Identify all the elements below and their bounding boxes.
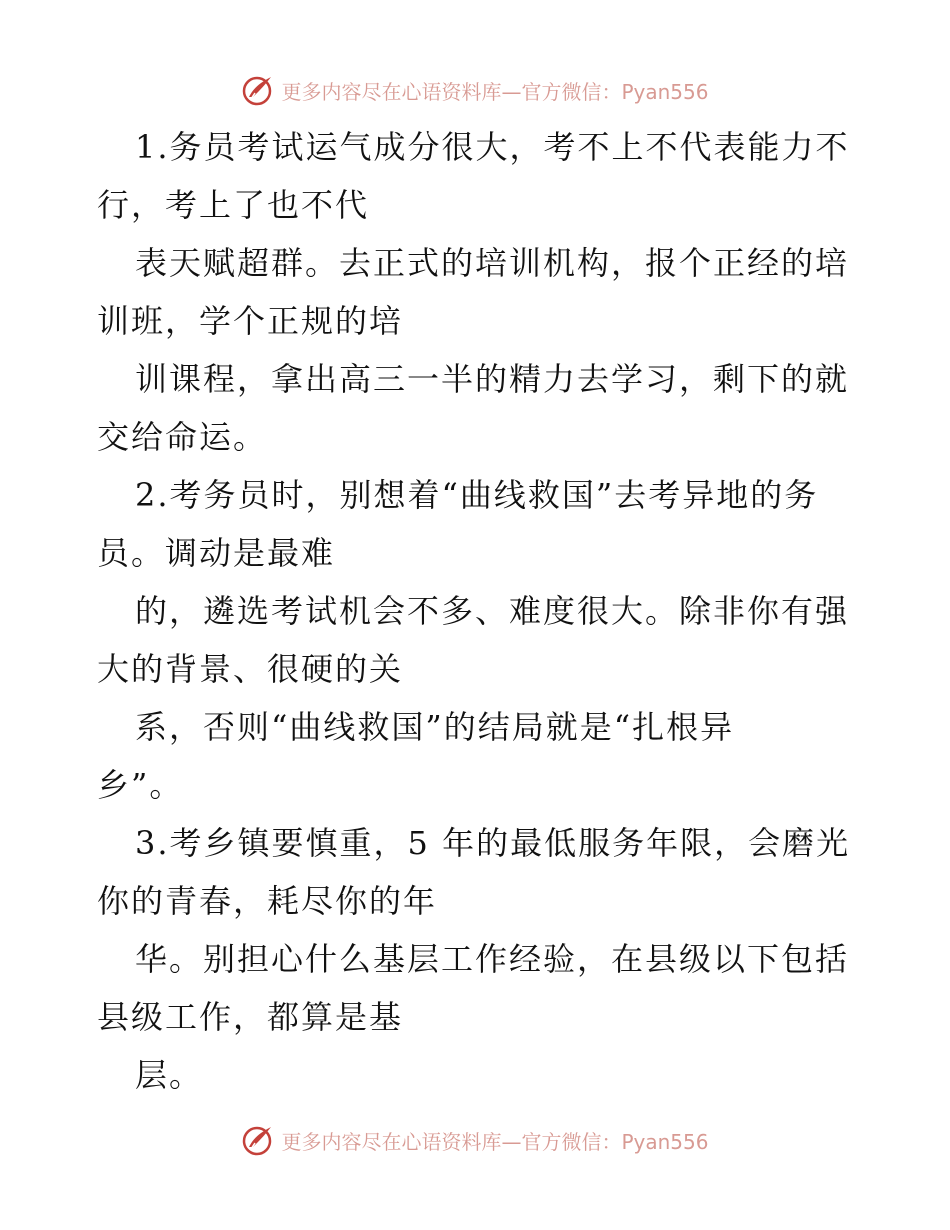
header-banner xyxy=(0,70,950,110)
document-body xyxy=(97,118,857,1104)
paragraph-line: 训班，学个正规的培 xyxy=(97,302,404,340)
paragraph-line: 3.考乡镇要慎重，5 年的最低服务年限，会磨光 xyxy=(135,824,851,862)
paragraph-line: 你的青春，耗尽你的年 xyxy=(97,882,438,920)
paragraph-line: 层。 xyxy=(135,1056,204,1094)
paragraph-line: 县级工作，都算是基 xyxy=(97,998,404,1036)
paragraph-line: 2.考务员时，别想着“曲线救国”去考异地的务 xyxy=(135,476,819,514)
quill-logo-icon xyxy=(241,1123,275,1157)
paragraph-line: 1.务员考试运气成分很大，考不上不代表能力不 xyxy=(135,128,850,166)
quill-logo-icon xyxy=(241,73,275,107)
paragraph-line: 训课程，拿出高三一半的精力去学习，剩下的就 xyxy=(135,360,850,398)
paragraph-line: 表天赋超群。去正式的培训机构，报个正经的培 xyxy=(135,244,850,282)
footer-banner-text: 更多内容尽在心语资料库—官方微信：Pyan556 xyxy=(281,1129,709,1154)
paragraph-line: 交给命运。 xyxy=(97,418,268,456)
footer-banner xyxy=(0,1120,950,1160)
paragraph-line: 员。调动是最难 xyxy=(97,534,336,572)
paragraph-line: 的，遴选考试机会不多、难度很大。除非你有强 xyxy=(135,592,850,630)
paragraph-line: 华。别担心什么基层工作经验，在县级以下包括 xyxy=(135,940,850,978)
header-banner-text: 更多内容尽在心语资料库—官方微信：Pyan556 xyxy=(281,79,709,104)
paragraph-line: 乡”。 xyxy=(97,766,184,804)
paragraph-line: 大的背景、很硬的关 xyxy=(97,650,404,688)
paragraph-line: 系，否则“曲线救国”的结局就是“扎根异 xyxy=(135,708,735,746)
paragraph-line: 行，考上了也不代 xyxy=(97,186,370,224)
